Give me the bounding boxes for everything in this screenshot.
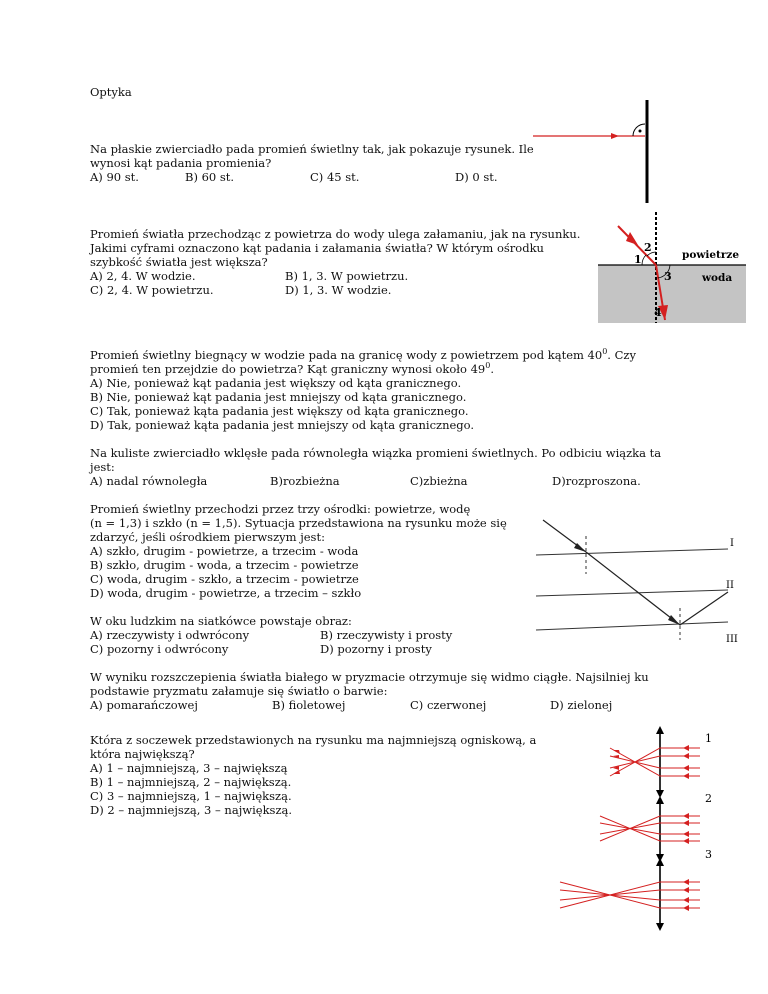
q7-answer-b: B) fioletowej: [272, 698, 346, 712]
q2-text-line: Jakimi cyframi oznaczono kąt padania i załamania światła? W którym ośrodku: [90, 241, 544, 255]
q5-text-line: Promień świetlny przechodzi przez trzy ośrodki: powietrze, wodę: [90, 502, 471, 516]
right-angle-dot-icon: [639, 130, 642, 133]
boundary-2: [536, 590, 728, 596]
light-ray: [543, 520, 728, 625]
lens-1-diagram: [610, 726, 712, 798]
q6-answer-d: D) pozorny i prosty: [320, 642, 432, 656]
boundary-3: [536, 622, 728, 630]
q6-answer-a: A) rzeczywisty i odwrócony: [90, 628, 250, 642]
q5-text-line: (n = 1,3) i szkło (n = 1,5). Sytuacja przedstawiona na rysunku może się: [90, 516, 507, 530]
q1-answer-a: A) 90 st.: [90, 170, 139, 184]
angle-label-3: 3: [664, 270, 672, 283]
q5-answer-c: C) woda, drugim - szkło, a trzecim - powietrze: [90, 572, 359, 586]
boundary-1: [536, 549, 728, 555]
lens-label-1: 1: [705, 732, 712, 745]
lens-2-diagram: [600, 792, 712, 862]
medium-label-3: III: [726, 634, 738, 645]
lens-label-3: 3: [705, 848, 712, 861]
q8-answer-c: C) 3 – najmniejszą, 1 – największą.: [90, 789, 292, 803]
plane-mirror-figure: [525, 95, 655, 205]
q4-text-line: jest:: [90, 460, 115, 474]
q8-answer-d: D) 2 – najmniejszą, 3 – największą.: [90, 803, 293, 817]
q7-text-line: podstawie pryzmatu załamuje się światło o barwie:: [90, 684, 388, 698]
label-air: powietrze: [682, 249, 740, 261]
angle-label-2: 2: [644, 241, 652, 254]
lens-arrow-icon: [656, 726, 664, 734]
lenses-figure: [555, 722, 730, 987]
q6-answer-c: C) pozorny i odwrócony: [90, 642, 229, 656]
q3-text-line: Promień świetlny biegnący w wodzie pada na granicę wody z powietrzem pod kątem $40^0$. Czy: [90, 347, 636, 362]
q6-text: W oku ludzkim na siatkówce powstaje obraz:: [90, 614, 352, 628]
q1-text-line: wynosi kąt padania promienia?: [90, 156, 272, 170]
lens-3-diagram: [560, 848, 712, 931]
ray-arrow-icon: [611, 133, 619, 139]
q3-answer-d: D) Tak, ponieważ kąta padania jest mniejszy od kąta granicznego.: [90, 418, 475, 432]
q8-answer-b: B) 1 – najmniejszą, 2 – największą.: [90, 775, 292, 789]
q1-answer-c: C) 45 st.: [310, 170, 360, 184]
label-water: woda: [702, 272, 733, 284]
q7-answer-a: A) pomarańczowej: [90, 698, 198, 712]
q1-answer-d: D) 0 st.: [455, 170, 498, 184]
lens-arrow-icon: [656, 858, 664, 866]
refraction-figure: [598, 210, 748, 325]
lens-arrow-icon: [656, 796, 664, 804]
q2-text-line: Promień światła przechodząc z powietrza do wody ulega załamaniu, jak na rysunku.: [90, 227, 581, 241]
q7-answer-d: D) zielonej: [550, 698, 613, 712]
q8-answer-a: A) 1 – najmniejszą, 3 – największą: [90, 761, 288, 775]
q6-answer-b: B) rzeczywisty i prosty: [320, 628, 453, 642]
q7-text-line: W wyniku rozszczepienia światła białego w pryzmacie otrzymuje się widmo ciągłe. Najsilniej ku: [90, 670, 649, 684]
q7-answer-c: C) czerwonej: [410, 698, 487, 712]
angle-label-1: 1: [634, 253, 642, 266]
lens-arrow-icon: [656, 923, 664, 931]
q2-answer-a: A) 2, 4. W wodzie.: [90, 269, 196, 283]
q3-answer-b: B) Nie, ponieważ kąt padania jest mniejszy od kąta granicznego.: [90, 390, 467, 404]
lens-label-2: 2: [705, 792, 712, 805]
q8-text-line: która największą?: [90, 747, 195, 761]
q1-answer-b: B) 60 st.: [185, 170, 235, 184]
q2-answer-c: C) 2, 4. W powietrzu.: [90, 283, 214, 297]
q4-answer-b: B)rozbieżna: [270, 474, 340, 488]
q5-answer-d: D) woda, drugim - powietrze, a trzecim – szkło: [90, 586, 362, 600]
q2-answer-b: B) 1, 3. W powietrzu.: [285, 269, 409, 283]
q2-text-line: szybkość światła jest większa?: [90, 255, 268, 269]
page-title: Optyka: [90, 85, 132, 99]
q1-text-line: Na płaskie zwierciadło pada promień świetlny tak, jak pokazuje rysunek. Ile: [90, 142, 534, 156]
q2-answer-d: D) 1, 3. W wodzie.: [285, 283, 392, 297]
q3-text-line: promień ten przejdzie do powietrza? Kąt graniczny wynosi około $49^0$.: [90, 361, 494, 376]
q3-answer-c: C) Tak, ponieważ kąta padania jest większy od kąta granicznego.: [90, 404, 469, 418]
q5-answer-a: A) szkło, drugim - powietrze, a trzecim - woda: [90, 544, 359, 558]
q4-answer-a: A) nadal równoległa: [90, 474, 208, 488]
ray-arrow-icon: [626, 232, 638, 245]
angle-label-4: 4: [654, 306, 662, 319]
q5-text-line: zdarzyć, jeśli ośrodkiem pierwszym jest:: [90, 530, 325, 544]
q3-answer-a: A) Nie, ponieważ kąt padania jest większy od kąta granicznego.: [90, 376, 462, 390]
medium-label-1: I: [730, 538, 734, 549]
q4-text-line: Na kuliste zwierciadło wklęsłe pada równoległa wiązka promieni świetlnych. Po odbiciu wiązka ta: [90, 446, 662, 460]
q4-answer-c: C)zbieżna: [410, 474, 468, 488]
medium-label-2: II: [726, 580, 734, 591]
three-media-figure: [528, 512, 753, 647]
q8-text-line: Która z soczewek przedstawionych na rysunku ma najmniejszą ogniskową, a: [90, 733, 537, 747]
q5-answer-b: B) szkło, drugim - woda, a trzecim - powietrze: [90, 558, 359, 572]
angle-arc-1: [642, 255, 646, 265]
q4-answer-d: D)rozproszona.: [552, 474, 641, 488]
